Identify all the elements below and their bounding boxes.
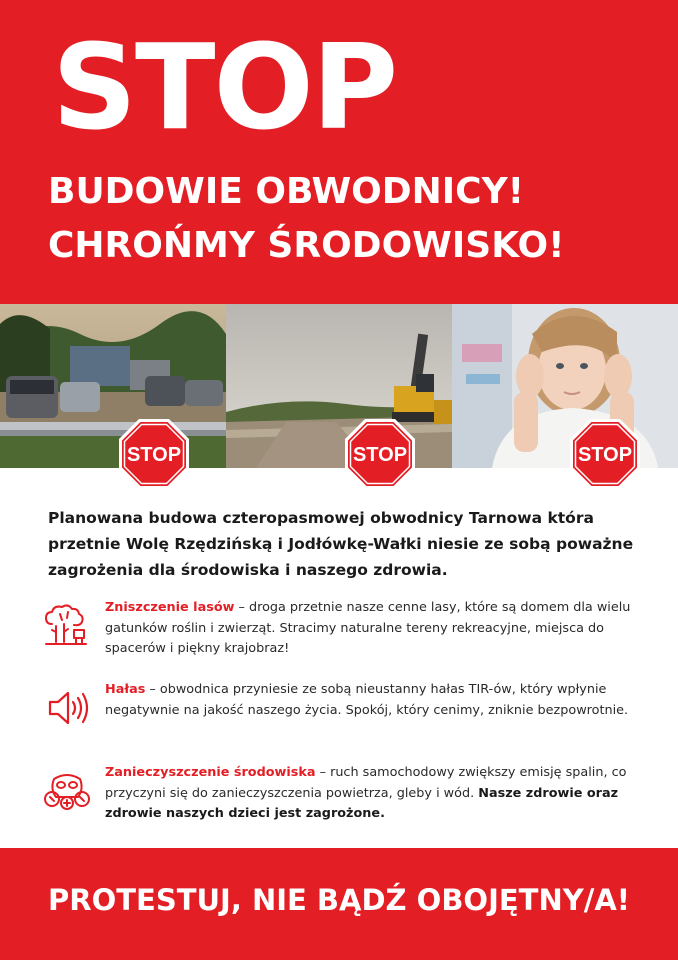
footer-banner [0,848,678,960]
threat-forests-title: Zniszczenie lasów [105,600,235,615]
threat-noise-title: Hałas [105,682,146,697]
threat-forests-text: – droga przetnie nasze cenne lasy, które są domem dla wielu gatunków roślin i zwierząt. Stracimy naturalne tereny rekreacyjne, miejsca do spacerów i piękny krajobraz! [105,600,631,656]
stop-headline: STOP [52,18,397,156]
threat-pollution-title: Zanieczyszczenie środowiska [105,765,316,780]
footer-call-to-action: PROTESTUJ, NIE BĄDŹ OBOJĘTNY/A! [48,883,630,917]
threat-pollution-text: – ruch samochodowy zwiększy emisję spalin, co przyczyni się do zanieczyszczenia powietrza, gleby i wód. [105,765,627,801]
tree-deforestation-icon [40,602,94,650]
stop-sign-3 [569,418,641,490]
intro-paragraph: Planowana budowa czteropasmowej obwodnicy Tarnowa która przetnie Wolę Rzędzińską i Jodłówkę-Wałki niesie ze sobą poważne zagrożenia dla środowiska i naszego zdrowia. [48,509,634,579]
road-construction-excavator-photo [226,304,452,468]
traffic-jam-highway-photo [0,304,226,468]
stop-sign-3-label: STOP [577,444,633,466]
stop-sign-1 [118,418,190,490]
threat-noise-text: – obwodnica przyniesie ze sobą nieustanny hałas TIR-ów, który wpłynie negatywnie na jakość naszego życia. Spokój, który cenimy, zniknie bezpowrotnie. [105,682,629,718]
threat-pollution-warning: Nasze zdrowie oraz zdrowie naszych dzieci jest zagrożone. [105,785,619,821]
gas-mask-pollution-icon [40,767,94,815]
girl-covering-ears-photo [452,304,678,468]
stop-sign-2-label: STOP [352,444,408,466]
headline-line-2: CHROŃMY ŚRODOWISKO! [48,225,565,266]
stop-sign-1-label: STOP [126,444,182,466]
header-banner [0,0,678,304]
headline-line-1: BUDOWIE OBWODNICY! [48,171,525,212]
stop-sign-2 [344,418,416,490]
loudspeaker-noise-icon [40,684,94,732]
